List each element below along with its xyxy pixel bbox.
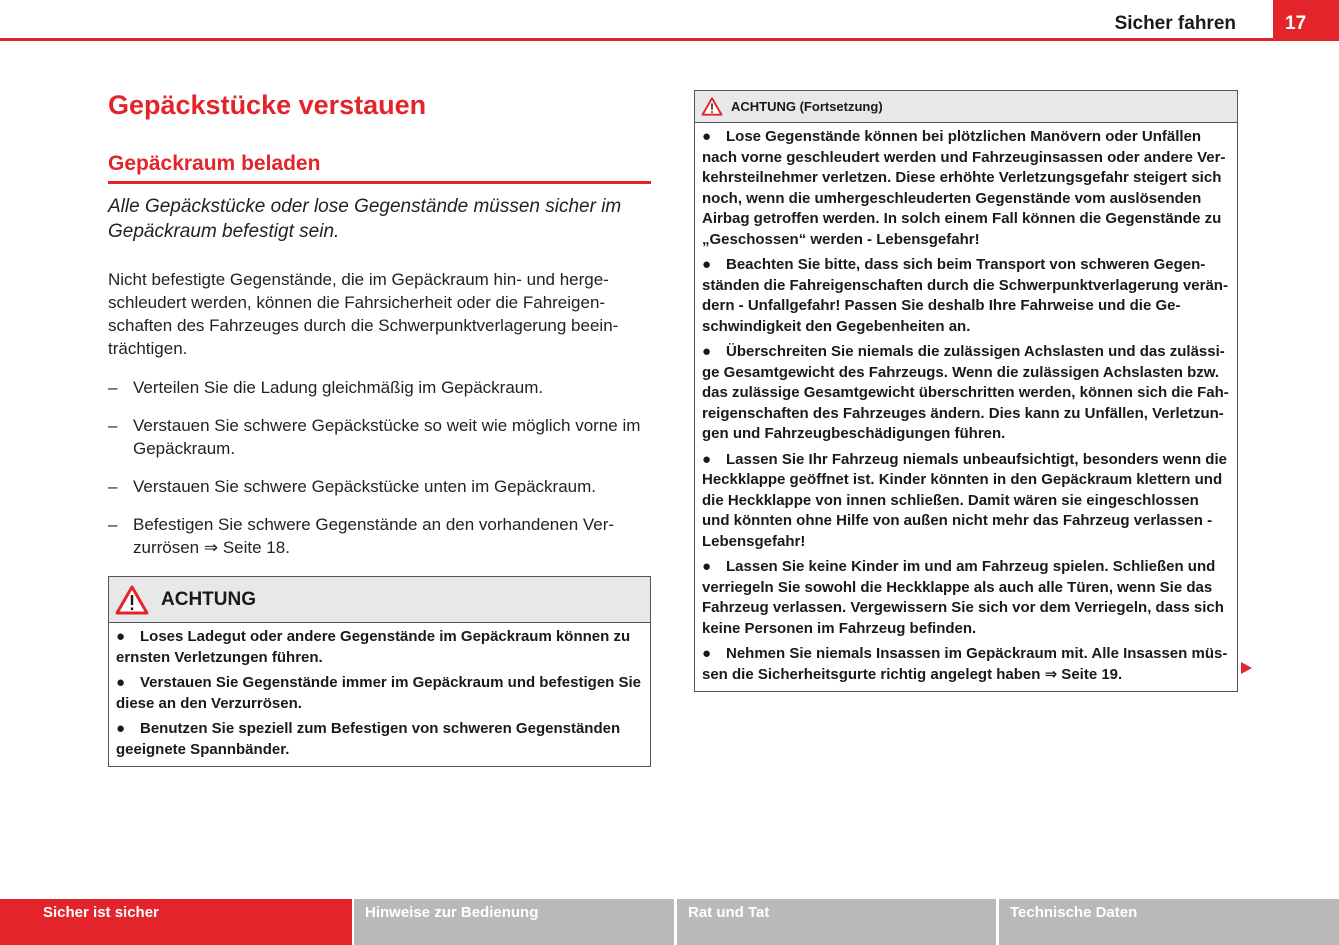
list-item: [108, 513, 651, 559]
footer-tab-label: Rat und Tat: [688, 904, 770, 921]
list-item-text: Verteilen Sie die Ladung gleichmäßig im Gepäckraum.: [133, 378, 544, 397]
warning-box-continued: [694, 90, 1238, 692]
warning-item: [116, 673, 642, 714]
bullet-icon: ●: [116, 628, 126, 645]
warning-header: [695, 91, 1237, 123]
warning-item: [702, 450, 1229, 553]
footer-tab-technische-daten[interactable]: [999, 899, 1339, 945]
footer-tab-label: Technische Daten: [1010, 904, 1138, 921]
page-number: [1273, 0, 1339, 41]
warning-item-text: Lose Gegenstände können bei plötzlichen Manövern oder Unfällen nach vorne geschleudert werden und Fahrzeuginsassen oder andere Ver-kehrsteilnehmer verletzen. Diese erhöhte Verletzungsgefahr steigert sich noch, wenn die umhergeschleuderten Gegenstände vom auslösenden Airbag getroffen werden. In solch einem Fall können die Gegenstände zu „Geschossen“ werden - Lebensgefahr!: [702, 128, 1226, 248]
dash-marker: –: [108, 515, 118, 534]
warning-item: [116, 627, 642, 668]
list-item: [108, 414, 651, 460]
left-column: [108, 86, 651, 574]
warning-item-text: Lassen Sie Ihr Fahrzeug niemals unbeaufsichtigt, besonders wenn die Heckklappe geöffnet ist. Kinder könnten in den Gepäckraum klettern und die Heckklappe von innen schließen. Damit wären sie eingeschlossen und könnten ohne Hilfe von außen nicht mehr das Fahrzeug verlassen - Lebensgefahr!: [702, 450, 1227, 550]
warning-item-text: Lassen Sie keine Kinder im und am Fahrzeug spielen. Schließen und verriegeln Sie sowohl die Heckklappe als auch alle Türen, wenn Sie das Fahrzeug verlassen. Vergewissern Sie sich vor dem Verriegeln, dass sich keine Personen im Fahrzeug befinden.: [702, 558, 1224, 637]
footer-tab-sicher-ist-sicher[interactable]: [0, 899, 352, 945]
warning-item-text: Benutzen Sie speziell zum Befestigen von schweren Gegenständen geeignete Spannbänder.: [116, 720, 621, 758]
instruction-list: [108, 376, 651, 559]
warning-item: [702, 255, 1229, 337]
bullet-icon: ●: [702, 645, 712, 662]
list-item-text: Verstauen Sie schwere Gepäckstücke so weit wie möglich vorne im Gepäckraum.: [133, 416, 641, 458]
bullet-icon: ●: [702, 256, 712, 273]
page-number-text: 17: [1285, 12, 1307, 34]
warning-box: [108, 576, 651, 767]
list-item-text: Verstauen Sie schwere Gepäckstücke unten im Gepäckraum.: [133, 477, 597, 496]
continue-arrow-icon: [1241, 662, 1252, 674]
bullet-icon: ●: [116, 720, 126, 737]
warning-item: [702, 644, 1229, 685]
running-header-title: Sicher fahren: [1114, 13, 1236, 34]
list-item: [108, 475, 651, 498]
warning-item-text: Loses Ladegut oder andere Gegenstände im Gepäckraum können zu ernsten Verletzungen führen.: [116, 628, 631, 666]
intro-text: Alle Gepäckstücke oder lose Gegenstände müssen sicher im Gepäckraum befestigt sein.: [108, 196, 622, 242]
bullet-icon: ●: [702, 450, 712, 468]
warning-item: [702, 127, 1229, 250]
warning-item-text: Verstauen Sie Gegenstände immer im Gepäckraum und befestigen Sie diese an den Verzurrösen.: [116, 674, 642, 712]
warning-title: ACHTUNG: [161, 588, 256, 610]
warning-item: [702, 557, 1229, 639]
dash-marker: –: [108, 378, 118, 397]
warning-item: [702, 342, 1229, 445]
warning-body: [109, 623, 650, 766]
body-paragraph: Nicht befestigte Gegenstände, die im Gepäckraum hin- und herge-schleudert werden, können die Fahrsicherheit oder die Fahreigen-schaften des Fahrzeuges durch die Schwerpunktverlagerung beein-trächtigen.: [108, 270, 619, 358]
footer-nav: [0, 899, 1339, 945]
dash-marker: –: [108, 416, 118, 435]
header-rule: [0, 38, 1339, 41]
footer-tab-label: Sicher ist sicher: [43, 904, 159, 921]
warning-item-text: Beachten Sie bitte, dass sich beim Transport von schweren Gegen-ständen die Fahreigenschaften durch die Schwerpunktverlagerung verän-dern - Unfallgefahr! Passen Sie deshalb Ihre Fahrweise und die Ge-schwindigkeit den Gegebenheiten an.: [702, 256, 1228, 335]
warning-header: [109, 577, 650, 623]
warning-item-text: Überschreiten Sie niemals die zulässigen Achslasten und das zulässi-ge Gesamtgewicht des Fahrzeugs. Wenn die zulässigen Achslasten bzw. das zulässige Gesamtgewicht überschritten werden, können sich die Fah-reigenschaften des Fahrzeuges ändern. Dies kann zu Unfällen, Verletzun-gen und Fahrzeugbeschädigungen führen.: [702, 343, 1229, 442]
warning-triangle-icon: [115, 585, 149, 615]
bullet-icon: ●: [702, 558, 712, 575]
bullet-icon: ●: [116, 674, 126, 691]
list-item-text: Befestigen Sie schwere Gegenstände an den vorhandenen Ver-zurrösen ⇒ Seite 18.: [133, 515, 615, 557]
warning-item: [116, 719, 642, 760]
bullet-icon: ●: [702, 128, 712, 145]
bullet-icon: ●: [702, 343, 712, 360]
dash-marker: –: [108, 477, 118, 496]
warning-body: [695, 123, 1237, 691]
list-item: [108, 376, 651, 399]
footer-tab-rat-und-tat[interactable]: [677, 899, 996, 945]
footer-tab-label: Hinweise zur Bedienung: [365, 904, 539, 921]
warning-item-text: Nehmen Sie niemals Insassen im Gepäckraum mit. Alle Insassen müs-sen die Sicherheitsgurte richtig angelegt haben ⇒ Seite 19.: [702, 645, 1228, 683]
footer-tab-hinweise-zur-bedienung[interactable]: [354, 899, 674, 945]
section-title: Gepäckraum beladen: [108, 149, 651, 184]
page-title: Gepäckstücke verstauen: [108, 90, 427, 120]
warning-title: ACHTUNG (Fortsetzung): [731, 99, 883, 114]
warning-triangle-icon: [701, 97, 723, 116]
